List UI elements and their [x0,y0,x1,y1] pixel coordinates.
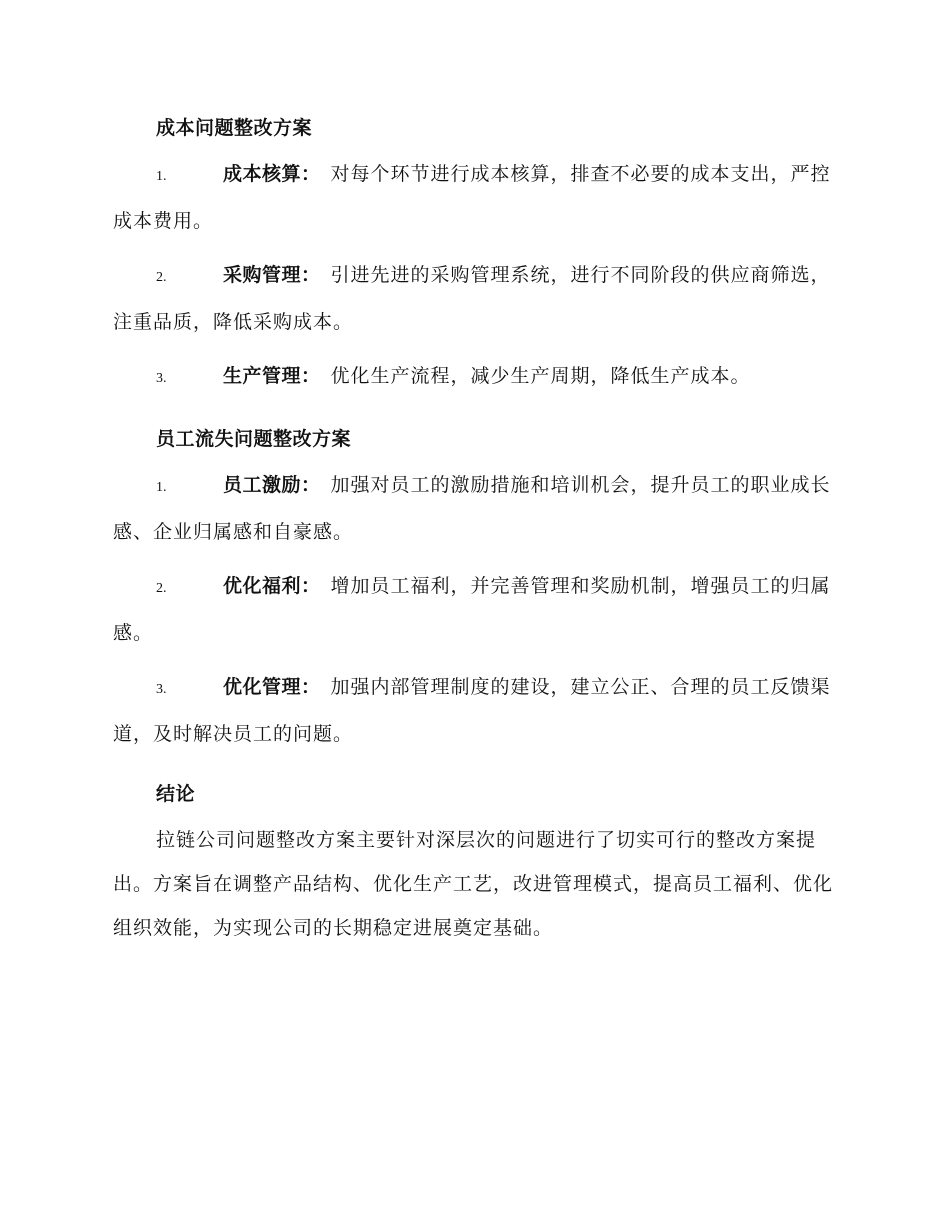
item-text: 加强内部管理制度的建设，建立公正、合理的员工反馈渠道，及时解决员工的问题。 [113,676,831,745]
section-cost [113,104,839,411]
item-text: 优化生产流程，减少生产周期，降低生产成本。 [330,365,751,387]
list-item [113,463,839,564]
section-heading: 成本问题整改方案 [156,117,313,139]
item-number: 3. [156,682,167,697]
item-label: 生产管理： [223,365,321,387]
list-item [113,564,839,665]
section-conclusion [113,770,839,950]
item-text: 增加员工福利，并完善管理和奖励机制，增强员工的归属感。 [113,575,831,644]
list-item [113,665,839,766]
item-label: 优化福利： [223,575,321,597]
item-label: 员工激励： [223,474,321,496]
conclusion-paragraph: 拉链公司问题整改方案主要针对深层次的问题进行了切实可行的整改方案提出。方案旨在调整产品结构、优化生产工艺，改进管理模式，提高员工福利、优化组织效能，为实现公司的长期稳定进展奠定基础。 [113,829,834,939]
item-number: 3. [156,371,167,386]
conclusion-heading: 结论 [156,783,196,805]
list-item [113,253,839,354]
document-body [113,104,839,954]
item-number: 1. [156,480,167,495]
item-label: 成本核算： [223,163,321,185]
item-label: 采购管理： [223,264,321,286]
list-item [113,354,839,411]
item-label: 优化管理： [223,676,321,698]
item-number: 2. [156,270,167,285]
item-text: 引进先进的采购管理系统，进行不同阶段的供应商筛选，注重品质，降低采购成本。 [113,264,831,333]
section-staff [113,415,839,766]
list-item [113,152,839,253]
item-number: 1. [156,169,167,184]
item-text: 对每个环节进行成本核算，排查不必要的成本支出，严控成本费用。 [113,163,831,232]
section-heading: 员工流失问题整改方案 [156,428,352,450]
item-text: 加强对员工的激励措施和培训机会，提升员工的职业成长感、企业归属感和自豪感。 [113,474,831,543]
item-number: 2. [156,581,167,596]
